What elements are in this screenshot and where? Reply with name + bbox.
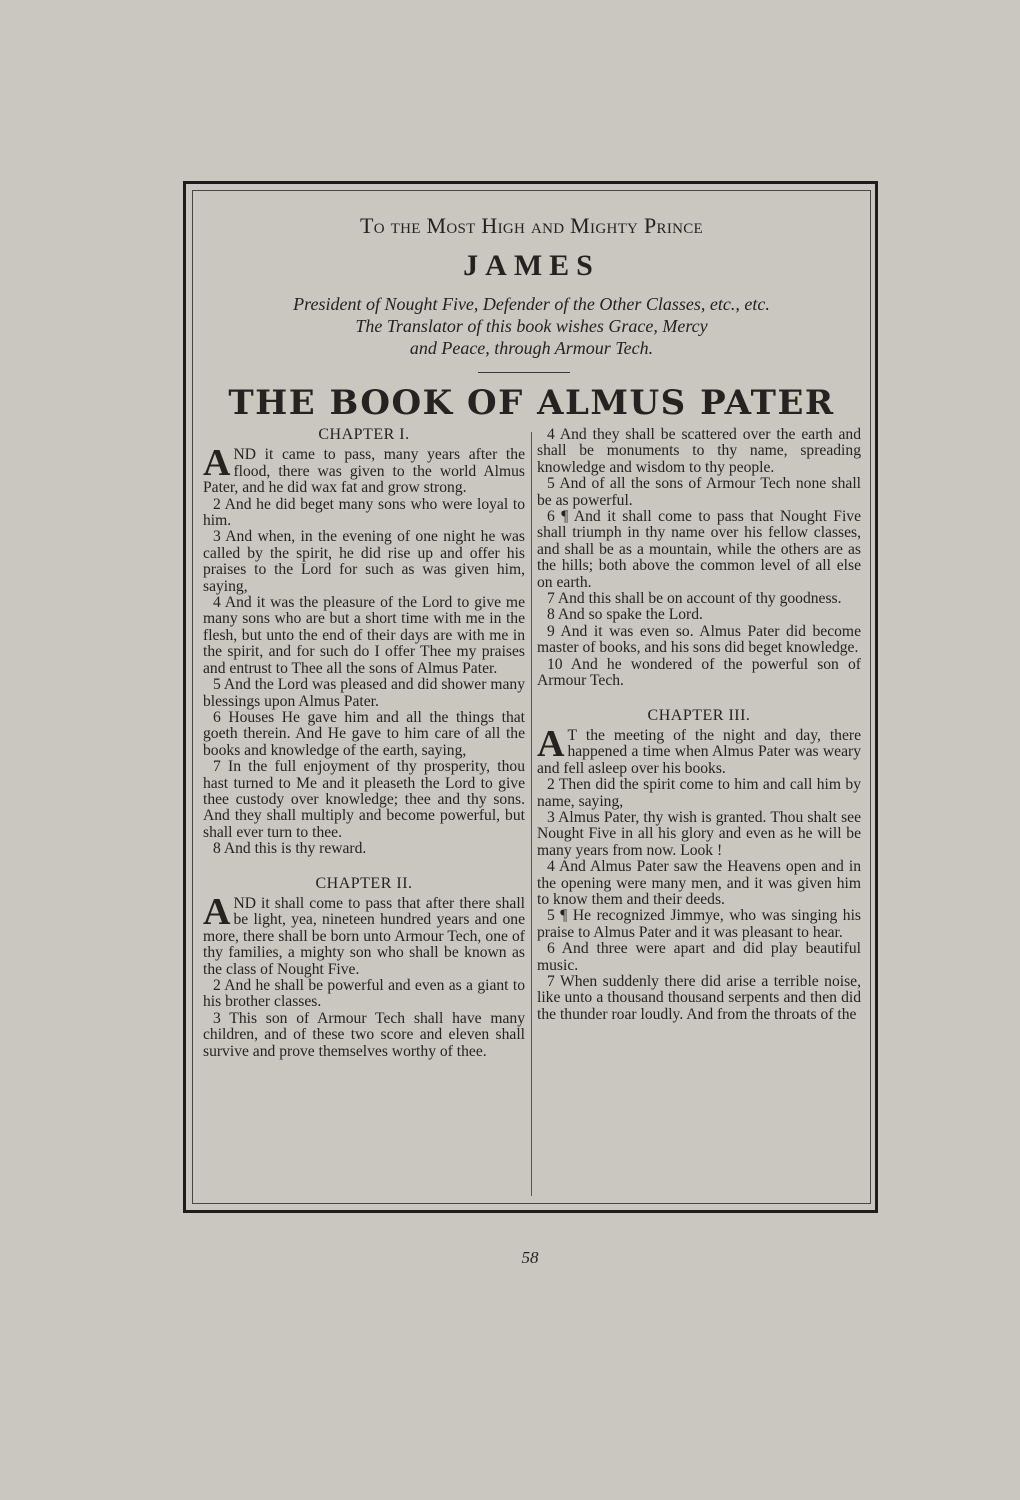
column-right: [537, 427, 861, 1023]
verse: 10 And he wondered of the powerful son of Armour Tech.: [537, 655, 861, 690]
verse: 9 And it was even so. Almus Pater did become master of books, and his sons did beget knowledge.: [537, 622, 861, 657]
verse-opening: [537, 722, 861, 777]
book-title: THE BOOK OF ALMUS PATER: [228, 383, 835, 423]
verse: 6 Houses He gave him and all the things that goeth therein. And He gave to him care of all the books and knowledge of the earth, saying,: [203, 708, 525, 759]
verse: 2 And he did beget many sons who were loyal to him.: [203, 495, 525, 530]
dedication-line: The Translator of this book wishes Grace, Mercy: [355, 316, 708, 336]
chapter-heading: CHAPTER III.: [647, 706, 751, 724]
verse: 8 And so spake the Lord.: [547, 606, 703, 624]
verse: 4 And they shall be scattered over the earth and shall be monuments to thy name, spreading knowledge and wisdom to thy people.: [537, 426, 861, 476]
verse: 7 When suddenly there did arise a terrible noise, like unto a thousand thousand serpents and then did the thunder roar loudly. And from the throats of the: [537, 973, 861, 1023]
dedication-line: and Peace, through Armour Tech.: [409, 338, 654, 358]
verse: 3 Almus Pater, thy wish is granted. Thou shalt see Nought Five in all his glory and even as he will be many years from now. Look !: [537, 808, 861, 859]
verse-text: it shall come to pass that after there shall be light, yea, nineteen hundred years and one more, there shall be born unto Armour Tech, one of thy families, a mighty son who shall be known as the class of Nought Five.: [203, 894, 525, 978]
verse: 6 And three were apart and did play beautiful music.: [537, 940, 861, 974]
verse: 3 This son of Armour Tech shall have many children, and of these two score and eleven shall survive and prove themselves worthy of thee.: [203, 1009, 525, 1060]
drop-cap: A: [537, 722, 565, 765]
page-number: 58: [521, 1248, 539, 1267]
verse: 8 And this is thy reward.: [213, 840, 367, 858]
verse: 5 ¶ He recognized Jimmye, who was singing his praise to Almus Pater and it was pleasant to hear.: [537, 907, 861, 941]
separator-rule: [478, 372, 570, 373]
drop-cap: A: [203, 442, 231, 485]
dedication-name: JAMES: [463, 249, 600, 282]
chapter-heading: CHAPTER I.: [318, 426, 410, 443]
drop-cap: A: [203, 890, 231, 933]
column-left: [203, 427, 525, 1060]
verse: 5 And the Lord was pleased and did shower many blessings upon Almus Pater.: [203, 676, 525, 710]
dedication-heading: To the Most High and Mighty Prince: [359, 213, 704, 238]
verse: 4 And it was the pleasure of the Lord to give me many sons who are but a short time with me in the flesh, but unto the end of their days are with me in the spirit, and for such do I offer Thee my praises and entrust to Thee all the sons of Almus Pater.: [203, 594, 525, 677]
lead-letters: ND: [233, 894, 256, 912]
lead-letters: ND: [233, 446, 256, 464]
verse: 3 And when, in the evening of one night he was called by the spirit, he did rise up and offer his praises to the Lord for such as was given him, saying,: [203, 528, 525, 595]
chapter-heading: CHAPTER II.: [315, 874, 413, 892]
verse-text: the meeting of the night and day, there happened a time when Almus Pater was weary and fell asleep over his books.: [537, 726, 861, 777]
verse: 7 And this shall be on account of thy goodness.: [547, 590, 842, 608]
verse: 5 And of all the sons of Armour Tech none shall be as powerful.: [537, 475, 861, 509]
verse-text: it came to pass, many years after the flood, there was given to the world Almus Pater, and he did wax fat and grow strong.: [203, 446, 525, 497]
verse: 2 Then did the spirit come to him and call him by name, saying,: [537, 776, 861, 810]
dedication-line: President of Nought Five, Defender of the Other Classes, etc., etc.: [293, 294, 770, 314]
verse: 6 ¶ And it shall come to pass that Nought Five shall triumph in thy name over his fellow classes, and shall be as a mountain, while the others are as the hills; both above the common level of all else on earth.: [537, 508, 861, 591]
verse-opening: [203, 442, 525, 497]
column-divider: [531, 432, 532, 1196]
lead-letters: T: [567, 726, 577, 744]
verse-opening: [203, 890, 525, 978]
verse: 4 And Almus Pater saw the Heavens open and in the opening were many men, and it was given him to know them and their deeds.: [537, 858, 861, 908]
verse: 7 In the full enjoyment of thy prosperity, thou hast turned to Me and it pleaseth the Lord to give thee custody over knowledge; thee and thy sons. And they shall multiply and become powerful, but shall ever turn to thee.: [203, 758, 525, 841]
verse: 2 And he shall be powerful and even as a giant to his brother classes.: [203, 977, 525, 1011]
